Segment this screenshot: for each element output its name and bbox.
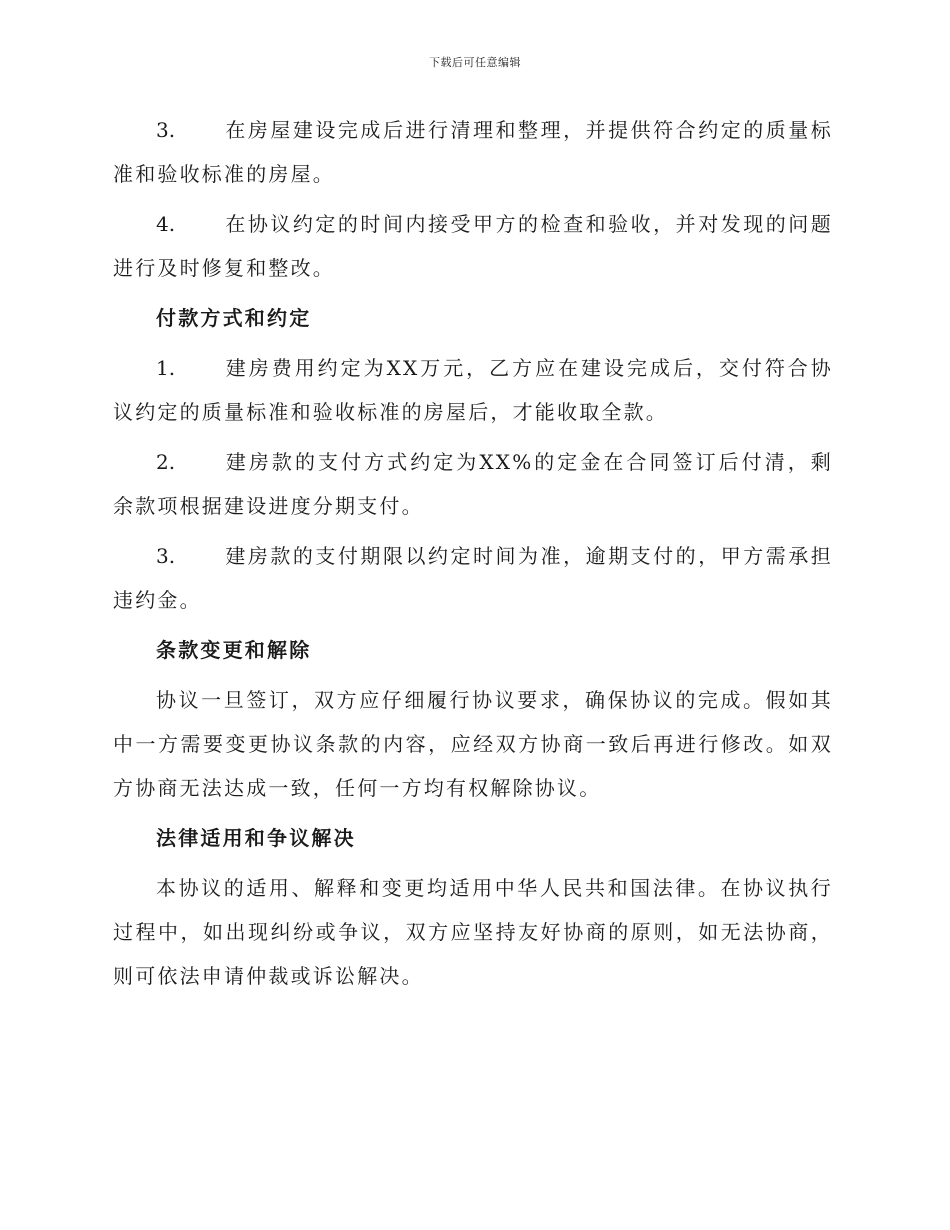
section-heading: 条款变更和解除 [156,638,312,662]
document-body [113,108,833,1004]
body-paragraph: 本协议的适用、解释和变更均适用中华人民共和国法律。在协议执行过程中，如出现纠纷或争议，双方应坚持友好协商的原则，如无法协商，则可依法申请仲裁或诉讼解决。 [113,876,833,988]
paragraph-text: 在协议约定的时间内接受甲方的检查和验收，并对发现的问题进行及时修复和整改。 [113,212,833,280]
item-number: 3. [156,544,176,568]
item-number: 3. [156,118,176,142]
numbered-paragraph [113,346,833,434]
paragraph-text: 建房款的支付方式约定为XX%的定金在合同签订后付清，剩余款项根据建设进度分期支付。 [113,450,833,518]
section-heading: 付款方式和约定 [156,306,312,330]
body-paragraph: 协议一旦签订，双方应仔细履行协议要求，确保协议的完成。假如其中一方需要变更协议条款的内容，应经双方协商一致后再进行修改。如双方协商无法达成一致，任何一方均有权解除协议。 [113,688,833,800]
numbered-paragraph [113,440,833,528]
item-number: 4. [156,212,176,236]
page-header: 下载后可任意编辑 [429,56,521,69]
paragraph-text: 建房款的支付期限以约定时间为准，逾期支付的，甲方需承担违约金。 [113,544,833,612]
numbered-paragraph [113,534,833,622]
item-number: 1. [156,356,176,380]
item-number: 2. [156,450,176,474]
numbered-paragraph [113,108,833,196]
paragraph-text: 在房屋建设完成后进行清理和整理，并提供符合约定的质量标准和验收标准的房屋。 [113,118,833,186]
numbered-paragraph [113,202,833,290]
section-heading: 法律适用和争议解决 [156,826,356,850]
paragraph-text: 建房费用约定为XX万元，乙方应在建设完成后，交付符合协议约定的质量标准和验收标准的房屋后，才能收取全款。 [113,356,833,424]
